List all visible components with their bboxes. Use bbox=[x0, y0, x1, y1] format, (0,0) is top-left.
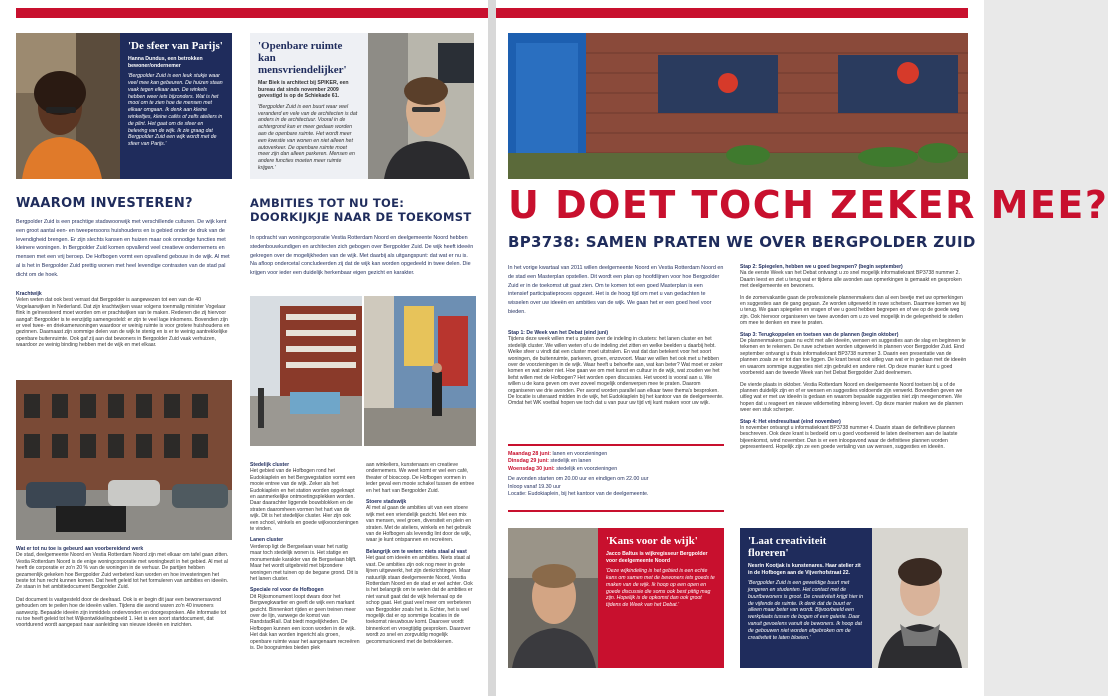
paragraph-stap-2b: In de zomervakantie gaan de professionele plannenmakers dan al een beetje met uw opmerkingen en suggesties aan de gang gegaan. Ze worden uitgewerkt in ruwe schetsen. Daarmee komen we bij u terug. We gaan spiegelen en vragen of we u goed hebben begrepen en of we op de goede weg zijn. Ook hiervoor organiseren we twee avonden om u zo veel mogelijk in de gelegenheid te stellen om mee te denken en mee te praten. bbox=[740, 294, 966, 327]
main-headline: U DOET TOCH ZEKER MEE? bbox=[508, 183, 1108, 227]
intro-waarom: Bergpolder Zuid is een prachtige stadswoonwijk met verschillende culturen. De wijk kent een groot aantal een- en tweepersoons huishoudens en is gebied onder de druk van de levendigheid brengen. Er zijn slechts kansen en huizen maar ook onnodige functies met kleinere woningen. In Bergpolder Zuid komen opvallend veel creatieve ondernemers en mensen met een vrij beroep. De Hofbogen vormt een opvallend gebouw in de wijk. Al met al is het in Bergpolder Zuid prettig wonen met heel levendige contrasten van de stad pal dicht om de hoek. bbox=[16, 219, 230, 278]
schedule-box bbox=[508, 444, 724, 512]
quote-byline: Nesrin Kootjak is kunstenares. Haar atelier zit in de Hofbogen aan de Vijverhofstraat 22. bbox=[748, 563, 861, 576]
quote-title: 'De sfeer van Parijs' bbox=[128, 40, 223, 52]
paragraph-stap-1: Tijdens deze week willen met u praten over de indeling in clusters: het lanen cluster en het stedelijk cluster. We willen weten of u de indeling ziet zitten en welke beelden u daarbij hebt. Welke sfeer u vindt dat een cluster moet uitstralen. En wat dat dan betekent voor het soort woningen, de buitenruimte, parkeren, groen, enzovoort. Maar we willen het ook met u hebben over de voorzieningen in de wijk. Waar heeft u behoefte aan, wat kan beter? Wat moet er zeker komen en wat zeker niet. Hoe gaan we om met kunst en cultuur in de wijk, wat zouden we het liefst willen met de Hofbogen? Het worden open discussies. Het woord is vooral aan u. We willen u de kans geven om over zoveel mogelijk onderwerpen mee te praten. Daarom organiseren we drie avonden. Per avond worden parallel aan elkaar twee thema's besproken. De locatie is uiteraard midden in de wijk, het Eudokiaplein bij het kantoor van de deelgemeente. Omdat het WK voetbal hopen we toch dat u van puur uw tijd vrij kunt maken voor uw wijk. bbox=[508, 336, 724, 407]
quote-box-openbare-ruimte bbox=[250, 33, 368, 179]
paragraph-niets-vast: Het gaat om ideeën en ambities. Niets staat al vast. De ambities zijn ook nog meer in grote lijnen uitgewerkt, het zijn denkrichtingen. Maar natuurlijk staan deelgemeente Noord, Vestia Rotterdam Noord en de stad er wel achter. Ook is het belangrijk om te weten dat de ambities er niet vanuit gaat dat de wijk helemaal op de schop gaat. Het gaat veel meer om verbeteren van Bergpolder zoals het is. Echter, het is wel mogelijk dat er op sommige locaties in de toekomst nieuwbouw komt. Daarover wordt binnenkort en vroegtijdig gesproken. Daarover wordt zo snel en zorgvuldig mogelijk gecommuniceerd met de betrokkenen. bbox=[366, 555, 473, 645]
subheading-stap-4: Stap 4: Het eindresultaat (eind november) bbox=[740, 418, 841, 425]
street-photo bbox=[16, 380, 232, 540]
quote-text: 'Bergpolder Zuid is een geweldige buurt met jongeren en studenten. Het contact met de buurtbewoners is groot. De creativiteit krijgt hier in de vijfende de ruimte. Ik denk dat de buurt er alleen maar beter van wordt. Bijvoorbeeld een werkplaats tussen de bogen of een galerie. Daar vanuit gevoelens vanuit de bewoners. Ik hoop dat de gebouwen niet worden afgebroken om de creativiteit te laten bloeien.' bbox=[748, 580, 864, 641]
caption-paragraph-2: Dat document is vastgesteld door de deelraad. Ook is er begin dit jaar een bewonersavond gehouden om te peilen hoe de ideeën vallen. Tijdens die avond waren zo'n 40 inwoners aanwezig. Bepaalde ideeën zijn inmiddels ondervonden en doorgesproken. Alle informatie tot nu toe heeft geleid tot het Wijkontwikkelingsbeeld 1. Het is een soort startdocument, dat voortdurend wordt aangepast naar aanleiding van nieuwe ideeën en inzichten. bbox=[16, 596, 227, 629]
portrait-photo-jacco bbox=[508, 528, 598, 668]
paragraph-hofbogen: Dit Rijksmonument loopt dwars door het Bergwegkwartier en geeft de wijk een markant gezicht. Binnenkort rijden er geen treinen meer over de lijn, vanwege de komst van RandstadRail. Dat biedt mogelijkheden. De Hofbogen kunnen een icoon worden in de wijk. Het dak kan worden ingericht als groen, openbare ruimte waar het aangenaam recreëren is. De boogruimtes bieden plek bbox=[250, 593, 360, 651]
quote-text: 'Deze wijkindeling is het gebied is een echte kans om samen met de bewoners iets goeds te maken van de wijk. Ik hoop op een open en goede discussie die soms ook best pittig mag zijn. Hopelijk is de opkomst dan ook groot tijdens de Week van het Debat.' bbox=[606, 568, 715, 609]
paragraph-stedelijk: Het gebied van de Hofbogen rond het Eudokiaplein en het Bergwegstation vormt een mooie entree van de wijk. Zeker als het Eudokiaplein en het station worden opgeknapt en aanmerkelijke ontmoetingsplekken worden. Daar daarachter liggende bouwblokken en de straten daaromheen vormen het hart van de wijk. Dit is het stedelijke cluster. Hier zijn ook een school, winkels en goede wijkvoorzieningen te vinden. bbox=[250, 468, 359, 533]
subheading-stap-1: Stap 1: De Week van het Debat (eind juni) bbox=[508, 330, 609, 336]
quote-box-creativiteit bbox=[740, 528, 872, 668]
intro-right: In het vorige kwartaal van 2011 willen deelgemeente Noord en Vestia Rotterdam Noord en de stad een Masterplan opstellen. Dit wordt een plan op hoofdlijnen voor hoe Bergpolder Zuid er in de toekomst uit gaat zien. Om te komen tot een goed Masterplan is een intensief participatieproces opgezet. Het is de hoog tijd om met u van gedachten te wisselen over uw ideeën en ambities van de wijk. We gaan het er een goed heel voor bieden. bbox=[508, 265, 724, 315]
quote-box-kans-voor-de-wijk bbox=[598, 528, 724, 668]
subheading-hofbogen: Speciale rol voor de Hofbogen bbox=[250, 587, 324, 594]
quote-text: 'Bergpolder Zuid is een buurt waar veel veranderd en vele van de architecten is dat anders in de architectuur. Vooral in de achtergrond kan er meer gedaan worden aan de openbare ruimte. Het wordt meer een kwestie van wonen en niet alleen het autoverkeer. De openbare ruimte moet meer zijn dan alleen parkeren. Mensen en andere functies moeten meer ruimte krijgen.' bbox=[258, 103, 358, 171]
portrait-photo-nesrin bbox=[872, 528, 968, 668]
paragraph-stap-4: In november ontvangt u informatiekrant BP3738 nummer 4. Daarin staan de definitieve plannen beschreven. Ook deze krant is bedoeld om u goed voorbereid te laten deelnemen aan de laatste bijeenkomst, wind november. Dan is er een inloopavond waar de definitieve plannen worden gepresenteerd. Hopelijk zijn ze een goede vertaling van uw wensen, suggesties en ideeën. bbox=[740, 424, 958, 451]
heading-ambities bbox=[250, 196, 471, 224]
portrait-photo-woman bbox=[16, 33, 120, 179]
mural-photo bbox=[364, 296, 476, 446]
subheading-stoere-stadswijk: Stoere stadswijk bbox=[366, 499, 407, 506]
schedule-list bbox=[508, 451, 724, 498]
caption-voorbereidend-werk bbox=[16, 546, 232, 629]
quote-byline: Mar Biek is architect bij SPIKER, een bureau dat sinds november 2009 gevestigd is op de Schiekade 61. bbox=[258, 80, 349, 100]
left-page bbox=[0, 0, 488, 696]
quote-byline: Hanna Dundus, een betrokken bewoner/ondernemer bbox=[128, 56, 203, 69]
subheading-lanen: Lanen cluster bbox=[250, 537, 284, 544]
schedule-locatie: Locatie: Eudokiaplein, bij het kantoor van de deelgemeente. bbox=[508, 491, 649, 498]
paragraph-stap-2: Na de eerste Week van het Debat ontvangt u zo snel mogelijk informatiekrant BP3738 nummer 2. Daarin leest en ziet u terug wat er tijdens alle avonden aan opmerkingen is gemaakt en gesproken met deelgemeente en bewoners. bbox=[740, 270, 962, 290]
schedule-row: Woensdag 30 juni: stedelijk en voorzieningen bbox=[508, 465, 618, 472]
subheading-stap-3: Stap 3: Terugkoppelen en toetsen van de plannen (begin oktober) bbox=[740, 331, 899, 338]
schedule-row: Dinsdag 29 juni: stedelijk en lanen bbox=[508, 458, 592, 465]
paragraph-stap-3: De plannenmakers gaan nu echt met alle ideeën, wensen en suggesties aan de slag en beginnen te tekenen en te rekenen. De ruwe schetsen worden uitgewerkt in plannen voor Bergpolder Zuid. Eind september ontvangt u thuis informatiekrant BP3738 nummer 3. Daarin een presentatie van de plannen zoals ze er tot dan toe liggen. De krant bevat ook uitleg van wat er in gedaan met de ideeën en waarom sommige suggesties niet zijn gebruikt en andere niet. Op deze manier kunt u goed voorbereid aan de tweede Week van het Debat Bergpolder Zuid deelnemen. bbox=[740, 338, 967, 377]
quote-title: 'Openbare ruimte kan mensvriendelijker' bbox=[258, 40, 347, 76]
hofbogen-photo bbox=[250, 296, 362, 446]
subheading-stap-2: Stap 2: Spiegelen, hebben we u goed begrepen? (begin september) bbox=[740, 264, 903, 270]
paragraph-stap-3b: De vierde plaats in oktober. Vestia Rotterdam Noord en deelgemeente Noord toetsen bij u of de plannen duidelijk zijn en of er wensen en suggesties voldoende zijn verwerkt. Bovendien geven we uitleg wat er met uw ideeën is gedaan en waarom bepaalde suggesties niet zijn meegenomen. We hopen dat u reageert en nieuwe wildemeting inbreng levert. Op deze manier maken we de plannen weer een stuk scherper. bbox=[740, 381, 963, 414]
schedule-row: Maandag 28 juni: lanen en voorzieningen bbox=[508, 451, 608, 457]
heading-ambities-line2: DOORKIJKJE NAAR DE TOEKOMST bbox=[250, 210, 472, 224]
heading-waarom-investeren: WAAROM INVESTEREN? bbox=[16, 196, 193, 211]
paragraph-krachtwijk: Velen weten dat ook best verrast dat Bergpolder is aangewezen tot een van de 40 Vogelaarwijken in Nederland. Dat zijn krachtwijken waar volgens toenmalig minister Vogelaar flink in geïnvesteerd moet worden om er prachtwijken van te maken. Redenen die zij hiervoor aangaf: Bergpolder is te eenzijdig samengesteld: er zijn te veel lage inkomens. Bovendien zijn er veel twee- en driekamerwoningen waardoor er weinig ruimte is voor grotere huishoudens en gezinnen. Daarnaast zijn sommige delen van de wijk te stenig en is er te weinig aantrekkelijke openbare buitenruimte. Ook gaf zij aan dat bewoners in Bergpolder Zuid vaak verhuizen, waardoor ze weinig binding hebben met de wijk en met elkaar. bbox=[16, 297, 230, 349]
schedule-times: De avonden starten om 20.00 uur en eindigen om 22.00 uur bbox=[508, 476, 649, 483]
quote-text: 'Bergpolder Zuid is een leuk stukje waar veel mee kan gebeuren. De huizen staan vaak tegen elkaar aan. De winkels hebben weer iets bijzonders. Wat is het mooi om te zien hoe de mensen met elkaar omgaan. Ik denk aan kleine winkeltjes, kleine cafés of zelfs ateliers in de plint. Het gaat om de sfeer en beleving van de wijk. Ik zie graag dat Bergpolder Zuid een wijk wordt met de sfeer van Parijs.' bbox=[128, 73, 223, 148]
step-1 bbox=[508, 330, 724, 407]
heading-ambities-line1: AMBITIES TOT NU TOE: bbox=[250, 196, 405, 210]
portrait-photo-man bbox=[368, 33, 474, 179]
steps-right-column bbox=[740, 264, 968, 451]
quote-title: 'Kans voor de wijk' bbox=[606, 535, 698, 547]
ambities-column-1 bbox=[250, 462, 360, 651]
caption-title: Wat er tot nu toe is gebeurd aan voorbereidend werk bbox=[16, 546, 144, 552]
subheading-stedelijk: Stedelijk cluster bbox=[250, 462, 290, 468]
paragraph-stoere-stadswijk: Al met al gaan de ambities uit van een stoere wijk met een vriendelijk gezicht. Met een mix van mensen, veel groen, diversiteit en plein en straten. Met de ateliers, winkels en het gebruik van de Hofbogen als levendig lint door de wijk, waar je kunt ontspannen en recreëren. bbox=[366, 505, 472, 544]
page-gutter bbox=[488, 0, 496, 696]
schedule-inloop: Inloop vanaf 19.30 uur bbox=[508, 483, 561, 490]
intro-ambities: In opdracht van woningcorporatie Vestia Rotterdam Noord en deelgemeente Noord hebben stedenbouwkundigen en architecten zich gebogen over Bergpolder Zuid. De wijk heeft ideeën gekregen over de mogelijkheden van de wijk. Met daarbij als uitgangspunt: dat wat er nu is. Na afloop ondercetal concludeerden zij dat de wijk kan worden opgedeeld in twee delen. Die krijgen voor ieder een duidelijk herkenbaar eigen gezicht en karakter. bbox=[250, 235, 474, 277]
sub-headline: BP3738: SAMEN PRATEN WE OVER BERGPOLDER ZUID bbox=[508, 233, 976, 251]
building-flowers-photo bbox=[508, 33, 968, 179]
subheading-krachtwijk: Krachtwijk bbox=[16, 291, 42, 297]
subheading-niets-vast: Belangrijk om te weten: niets staal al vast bbox=[366, 548, 467, 555]
caption-paragraph-1: De stad, deelgemeente Noord en Vestia Rotterdam Noord zijn met elkaar om tafel gaan zitten. Vestia Rotterdam Noord is de enige woningcorporatie met woningbezit in het gebied. Al met al heeft de corporatie er zo'n 20 % van de woningen in de verhuur. De partijen hebben gezamenlijk gekeken hoe Bergpolder Zuid verbeterd kan worden en hoe investeringen het beste tot hun recht kunnen komen. Dat heeft geleid tot het formuleren van ambities en ideeën. Ze staan in het ambitiedocument Bergpolder Zuid. bbox=[16, 552, 229, 591]
quote-title: 'Laat creativiteit floreren' bbox=[748, 535, 827, 559]
quote-box-de-sfeer bbox=[120, 33, 232, 179]
section-krachtwijk bbox=[16, 291, 232, 349]
quote-byline: Jacco Baltus is wijkregisseur Bergpolder voor deelgemeente Noord bbox=[606, 551, 708, 564]
top-red-bar bbox=[496, 8, 968, 18]
top-red-bar bbox=[16, 8, 488, 18]
paragraph-lanen: Verderop ligt de Bergselaan waar het rustig maar toch stedelijk wonen is. Het statige en monumentale karakter van de Bergselaan blijft. Maar het wordt uitgebreid met bijzondere woningen met tuinen op de begane grond. Dit is het lanen cluster. bbox=[250, 543, 359, 582]
paragraph-hofbogen-cont: aan winkeliers, kunstenaars en creatieve ondernemers. We weet komt er wel een café, theater of bioscoop. De Hofbogen vormen in ieder geval een mooie schakel tussen de entree en het hart van Bergpolder Zuid. bbox=[366, 462, 475, 494]
ambities-column-2 bbox=[366, 462, 476, 645]
right-page bbox=[496, 0, 1108, 696]
